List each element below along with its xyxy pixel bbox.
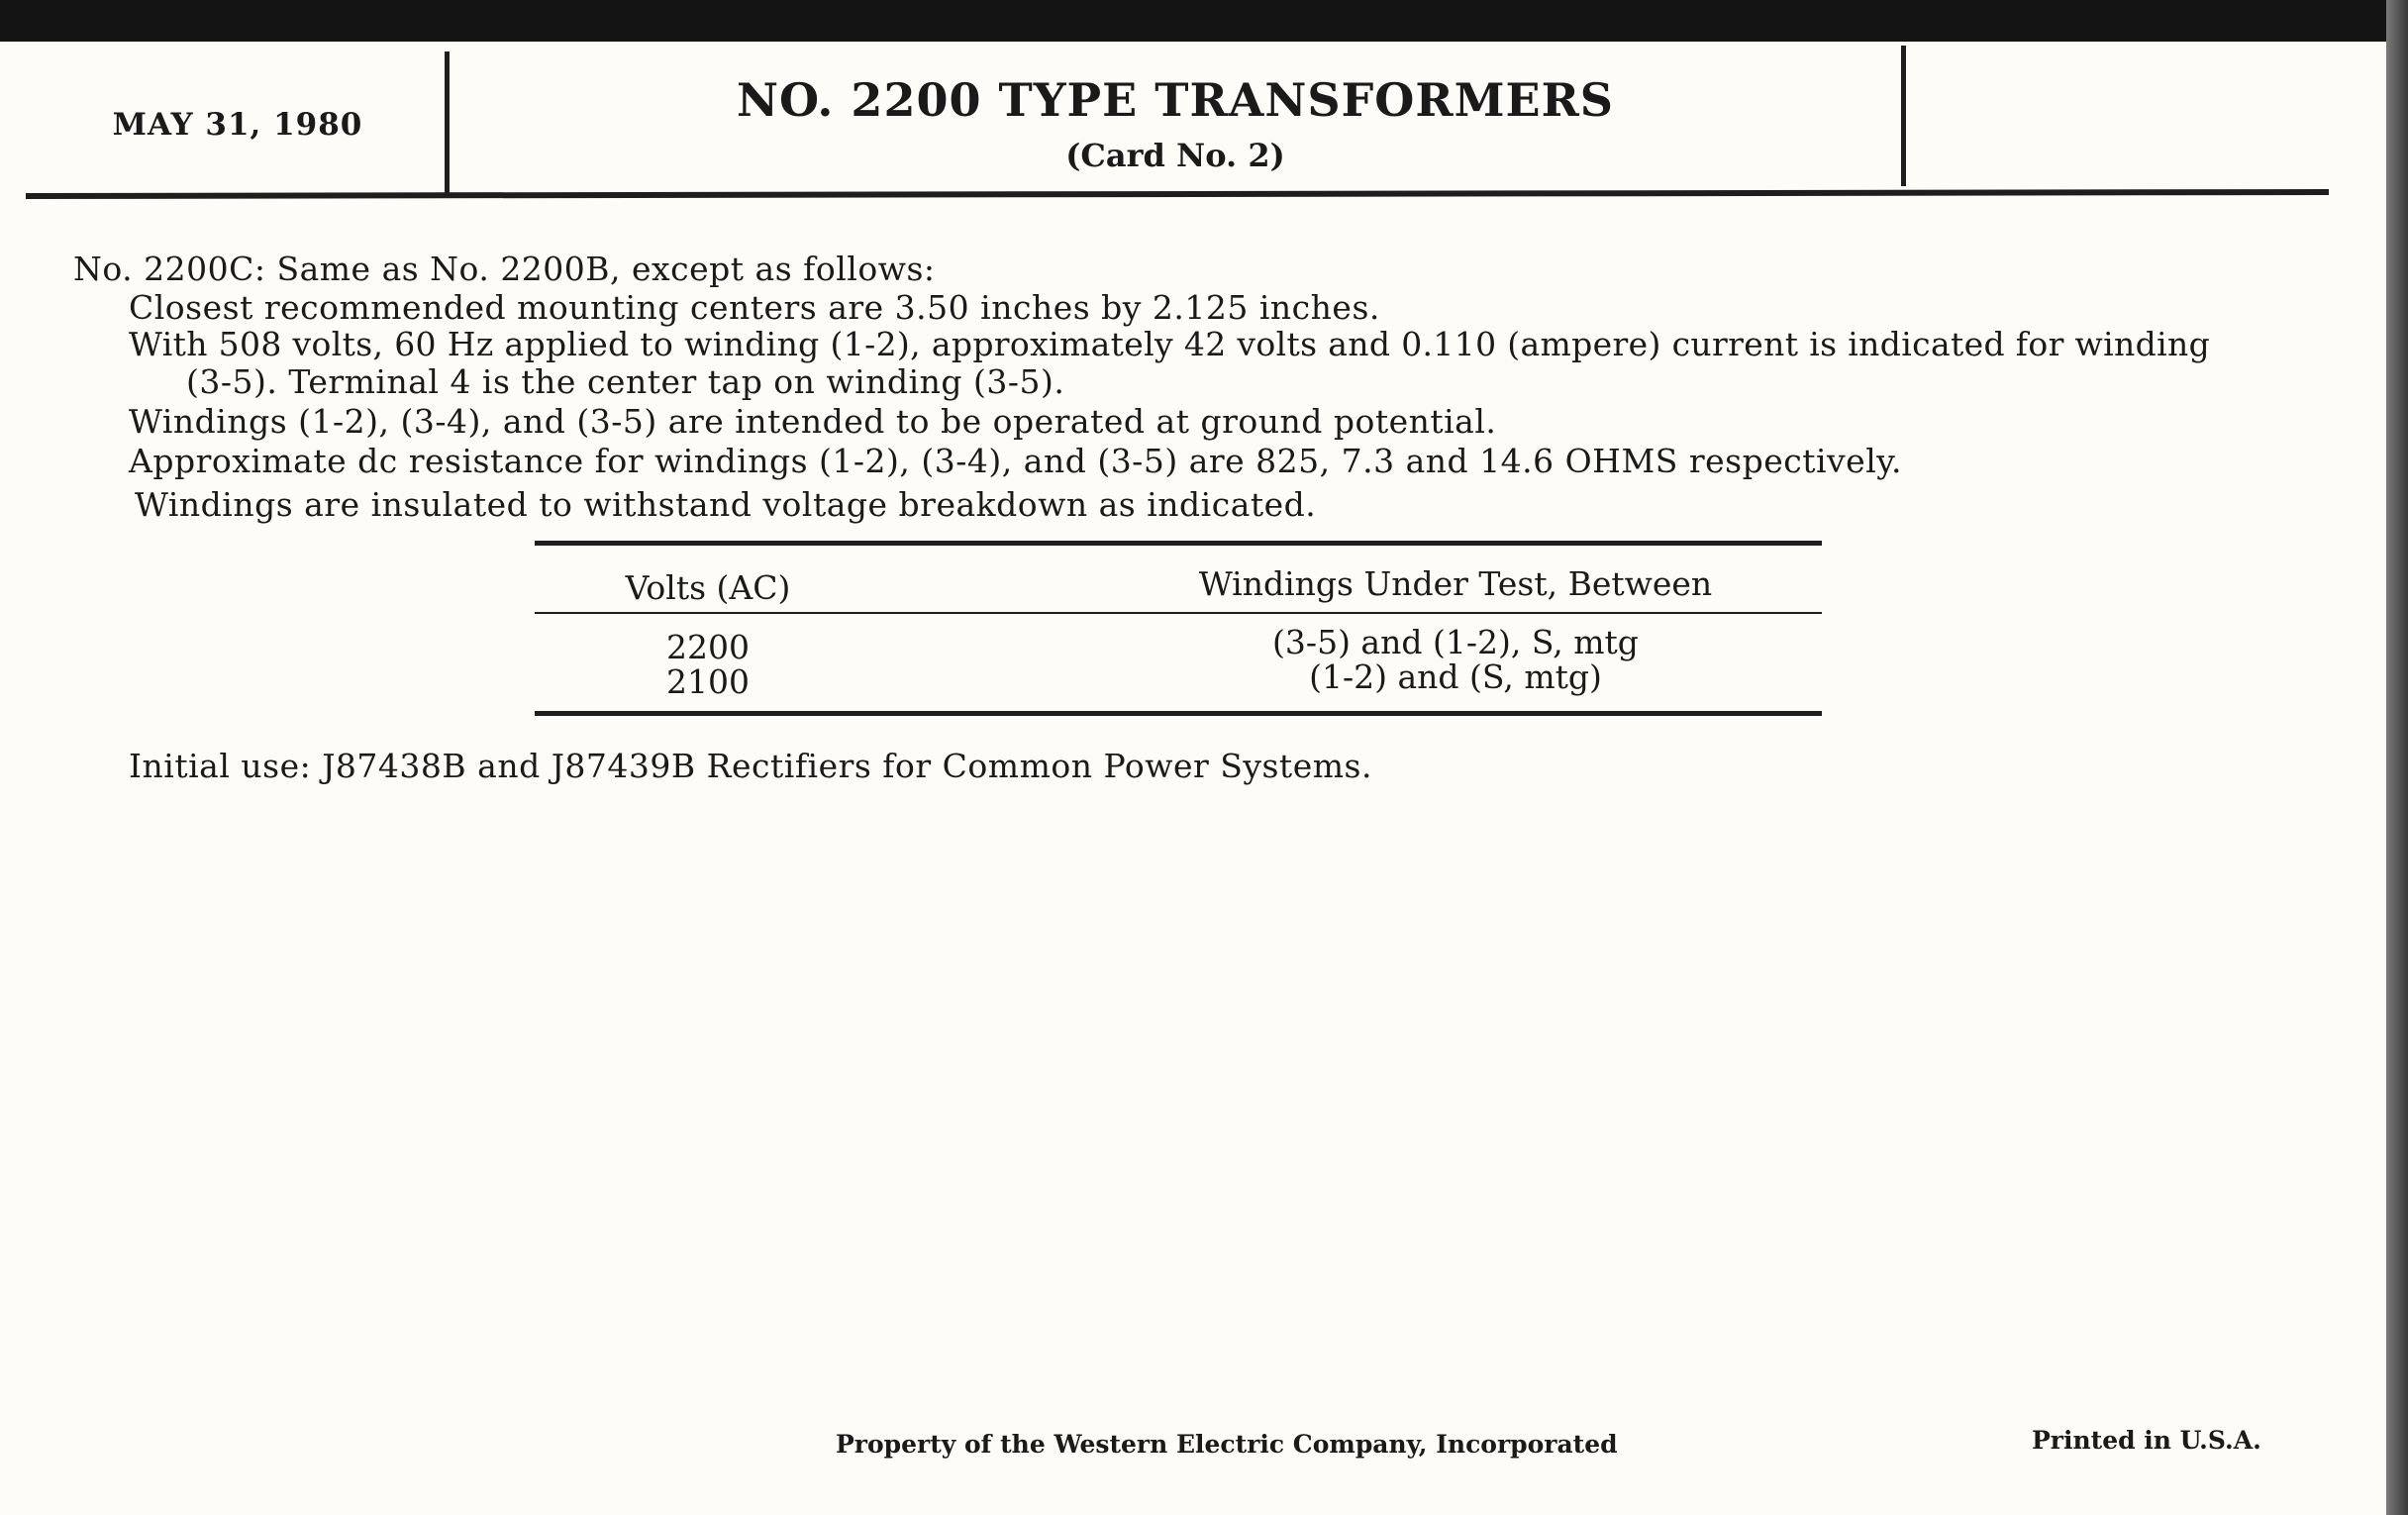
table-header-rule [535,612,1822,614]
footer-property-notice: Property of the Western Electric Company, Incorporated [836,1430,1618,1459]
card-number: (Card No. 2) [1065,137,1285,174]
scan-right-edge [2386,0,2408,1515]
initial-use: Initial use: J87438B and J87439B Rectifiers for Common Power Systems. [129,747,1372,785]
table-cell-windings-row2: (1-2) and (S, mtg) [1309,657,1602,696]
body-line-center-tap: (3-5). Terminal 4 is the center tap on winding (3-5). [186,362,1065,401]
table-cell-volts-row1: 2200 [666,628,750,666]
scan-top-edge [0,0,2408,42]
body-line-ground: Windings (1-2), (3-4), and (3-5) are intended to be operated at ground potential. [129,402,1497,441]
footer-printed-in: Printed in U.S.A. [2032,1426,2261,1455]
card-date: MAY 31, 1980 [112,107,363,143]
body-intro: No. 2200C: Same as No. 2200B, except as follows: [73,250,936,288]
table-header-volts: Volts (AC) [625,568,791,607]
table-top-rule [535,541,1822,546]
table-cell-volts-row2: 2100 [666,662,750,701]
table-header-windings: Windings Under Test, Between [1198,564,1713,603]
table-cell-windings-row1: (3-5) and (1-2), S, mtg [1272,623,1639,661]
body-line-mounting: Closest recommended mounting centers are 3.50 inches by 2.125 inches. [129,288,1380,327]
body-line-voltage: With 508 volts, 60 Hz applied to winding (1-2), approximately 42 volts and 0.110 (ampere) current is indicated for winding [129,325,2211,363]
page-title: NO. 2200 TYPE TRANSFORMERS [736,73,1615,127]
table-bottom-rule [535,711,1822,716]
body-line-insulation: Windings are insulated to withstand voltage breakdown as indicated. [135,485,1317,524]
body-line-resistance: Approximate dc resistance for windings (1-2), (3-4), and (3-5) are 825, 7.3 and 14.6 OHMS respectively. [129,442,1902,480]
